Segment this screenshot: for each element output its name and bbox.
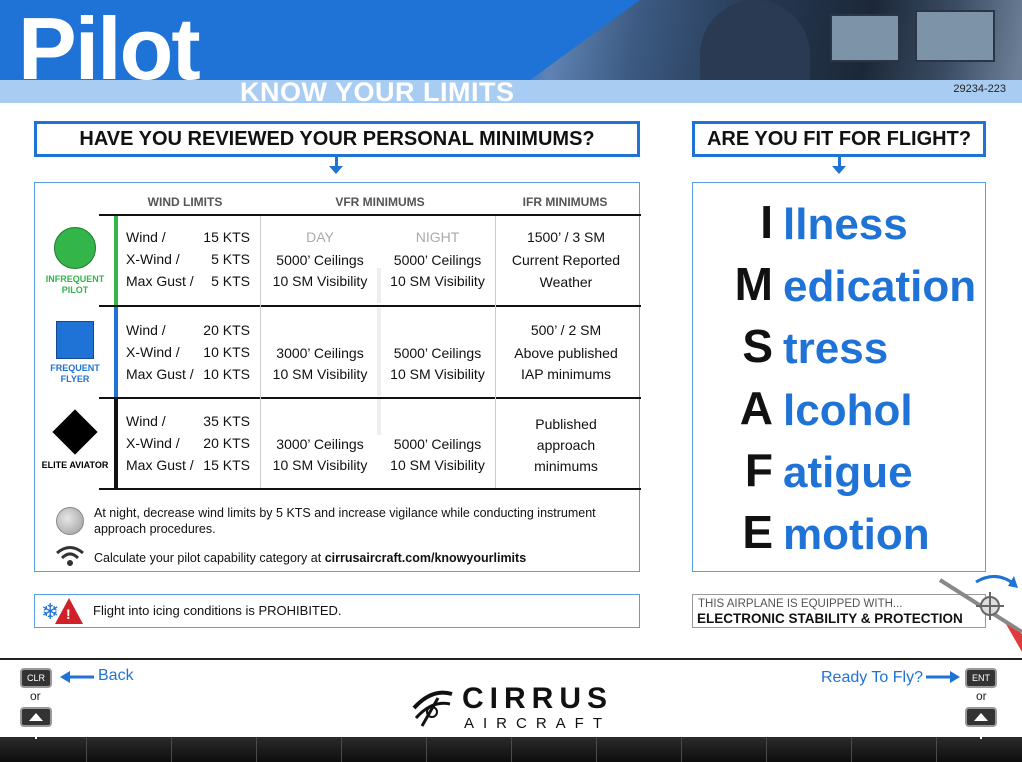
night-visibility: 10 SM Visibility xyxy=(390,273,485,289)
minimums-arrow-icon xyxy=(329,166,343,174)
softkey-tick xyxy=(980,733,982,739)
gust-value: 15 KTS xyxy=(203,457,250,473)
cirrus-logo-icon xyxy=(408,684,456,732)
night-visibility: 10 SM Visibility xyxy=(390,457,485,473)
imsafe-word: tress xyxy=(783,324,889,373)
blue-square-icon xyxy=(56,321,94,359)
vfr-day-label: DAY xyxy=(306,229,334,245)
day-visibility: 10 SM Visibility xyxy=(272,273,368,289)
minimums-heading: HAVE YOU REVIEWED YOUR PERSONAL MINIMUMS? xyxy=(34,121,640,157)
gust-label: Max Gust / xyxy=(126,457,194,473)
table-rule xyxy=(99,305,641,307)
footer-divider xyxy=(0,658,1022,660)
night-ceiling: 5000’ Ceilings xyxy=(393,345,482,361)
category-label-frequent: FREQUENT FLYER xyxy=(50,363,100,384)
imsafe-letter: E xyxy=(742,506,773,558)
xwind-label: X-Wind / xyxy=(126,344,180,360)
moon-icon xyxy=(56,507,84,535)
icing-panel xyxy=(34,594,640,628)
calc-note-text: Calculate your pilot capability category at xyxy=(94,551,325,565)
up-arrow-icon xyxy=(974,713,988,721)
softkey-divider xyxy=(256,737,257,762)
icing-note: Flight into icing conditions is PROHIBITED. xyxy=(93,603,342,618)
imsafe-word: motion xyxy=(783,510,930,559)
softkey-divider xyxy=(766,737,767,762)
category-bar xyxy=(114,307,118,397)
softkey-tick xyxy=(35,733,37,739)
category-bar xyxy=(114,216,118,305)
pilot-headset-image xyxy=(700,0,810,80)
softkey-divider xyxy=(426,737,427,762)
night-ceiling: 5000’ Ceilings xyxy=(393,436,482,452)
wind-value: 20 KTS xyxy=(203,322,250,338)
imsafe-word: lcohol xyxy=(783,386,913,435)
imsafe-letter: I xyxy=(760,196,773,248)
back-link[interactable]: Back xyxy=(98,667,134,684)
col-wind-limits: WIND LIMITS xyxy=(147,195,223,209)
minimums-panel xyxy=(34,182,640,572)
icing-warning-icon xyxy=(41,598,83,626)
ent-key-button[interactable]: ENT xyxy=(965,668,997,688)
airplane-bank-icon xyxy=(936,562,1022,654)
or-text: or xyxy=(976,689,987,703)
ifr-line-3: Weather xyxy=(539,274,593,290)
softkey-divider xyxy=(936,737,937,762)
wind-label: Wind / xyxy=(126,229,166,245)
wind-label: Wind / xyxy=(126,322,166,338)
table-rule xyxy=(99,214,641,216)
ifr-line-2: approach xyxy=(536,437,596,453)
ifr-line-2: Above published xyxy=(514,345,618,361)
imsafe-panel xyxy=(692,182,986,572)
wind-value: 35 KTS xyxy=(203,413,250,429)
logo-subwordmark: AIRCRAFT xyxy=(464,715,611,732)
softkey-divider xyxy=(86,737,87,762)
page-subtitle: KNOW YOUR LIMITS xyxy=(240,77,515,107)
back-arrow-icon xyxy=(60,670,94,684)
esp-line-2: ELECTRONIC STABILITY & PROTECTION xyxy=(697,611,963,626)
or-text: or xyxy=(30,689,41,703)
day-ceiling: 3000’ Ceilings xyxy=(276,436,364,452)
xwind-label: X-Wind / xyxy=(126,251,180,267)
night-note-line-2: approach procedures. xyxy=(94,522,216,536)
vfr-night-label: NIGHT xyxy=(415,229,460,245)
softkey-divider xyxy=(171,737,172,762)
cockpit-display-image xyxy=(830,14,900,62)
ifr-line-2: Current Reported xyxy=(511,252,621,268)
snowflake-icon: ❄ xyxy=(41,599,60,624)
document-number: 29234-223 xyxy=(953,83,1006,95)
cockpit-display-image-2 xyxy=(915,10,995,62)
night-visibility: 10 SM Visibility xyxy=(390,366,485,382)
softkey-divider xyxy=(681,737,682,762)
table-rule xyxy=(99,397,641,399)
up-arrow-icon xyxy=(29,713,43,721)
header-diagonal xyxy=(530,0,640,80)
imsafe-word: llness xyxy=(783,200,908,249)
table-divider xyxy=(260,216,261,488)
ready-to-fly-link[interactable]: Ready To Fly? xyxy=(821,669,923,686)
gust-value: 10 KTS xyxy=(203,366,250,382)
gust-value: 5 KTS xyxy=(211,273,250,289)
col-ifr-minimums: IFR MINIMUMS xyxy=(522,195,608,209)
xwind-value: 10 KTS xyxy=(203,344,250,360)
page-title: Pilot xyxy=(18,0,199,98)
night-note xyxy=(94,505,634,537)
day-visibility: 10 SM Visibility xyxy=(272,366,368,382)
up-key-button-right[interactable] xyxy=(965,707,997,727)
fitness-arrow-icon xyxy=(832,166,846,174)
esp-line-1: THIS AIRPLANE IS EQUIPPED WITH... xyxy=(698,598,903,610)
table-rule xyxy=(99,488,641,490)
calc-note xyxy=(94,550,634,566)
wind-label: Wind / xyxy=(126,413,166,429)
xwind-label: X-Wind / xyxy=(126,435,180,451)
fitness-heading: ARE YOU FIT FOR FLIGHT? xyxy=(692,121,986,157)
gust-label: Max Gust / xyxy=(126,273,194,289)
night-ceiling: 5000’ Ceilings xyxy=(393,252,482,268)
calc-note-url[interactable]: cirrusaircraft.com/knowyourlimits xyxy=(324,551,527,565)
imsafe-letter: F xyxy=(744,444,773,496)
night-note-line-1: At night, decrease wind limits by 5 KTS and increase vigilance while conducting instrument xyxy=(94,506,596,520)
imsafe-letter: M xyxy=(734,258,773,310)
day-ceiling: 5000’ Ceilings xyxy=(276,252,364,268)
clr-key-button[interactable]: CLR xyxy=(20,668,52,688)
exclamation-icon: ! xyxy=(66,606,71,622)
up-key-button-left[interactable] xyxy=(20,707,52,727)
gust-label: Max Gust / xyxy=(126,366,194,382)
category-bar xyxy=(114,399,118,488)
forward-arrow-icon xyxy=(926,670,960,684)
softkey-divider xyxy=(511,737,512,762)
imsafe-letter: A xyxy=(739,382,773,434)
xwind-value: 20 KTS xyxy=(203,435,250,451)
category-label-infrequent: INFREQUENT PILOT xyxy=(45,274,105,295)
black-diamond-icon xyxy=(52,409,97,454)
day-night-divider xyxy=(377,399,381,435)
ifr-line-1: Published xyxy=(535,416,597,432)
imsafe-word: atigue xyxy=(783,448,913,497)
day-visibility: 10 SM Visibility xyxy=(272,457,368,473)
imsafe-letter: S xyxy=(742,320,773,372)
day-ceiling: 3000’ Ceilings xyxy=(276,345,364,361)
xwind-value: 5 KTS xyxy=(211,251,250,267)
imsafe-word: edication xyxy=(783,262,977,311)
softkey-divider xyxy=(851,737,852,762)
ifr-line-3: IAP minimums xyxy=(521,366,611,382)
ifr-line-1: 1500’ / 3 SM xyxy=(526,229,606,245)
ifr-line-1: 500’ / 2 SM xyxy=(530,322,602,338)
wifi-icon xyxy=(55,544,85,568)
logo-wordmark: CIRRUS xyxy=(462,682,614,715)
softkey-divider xyxy=(596,737,597,762)
green-circle-icon xyxy=(54,227,96,269)
col-vfr-minimums: VFR MINIMUMS xyxy=(335,195,425,209)
softkey-divider xyxy=(341,737,342,762)
category-label-elite: ELITE AVIATOR xyxy=(41,460,109,470)
wind-value: 15 KTS xyxy=(203,229,250,245)
ifr-line-3: minimums xyxy=(534,458,598,474)
